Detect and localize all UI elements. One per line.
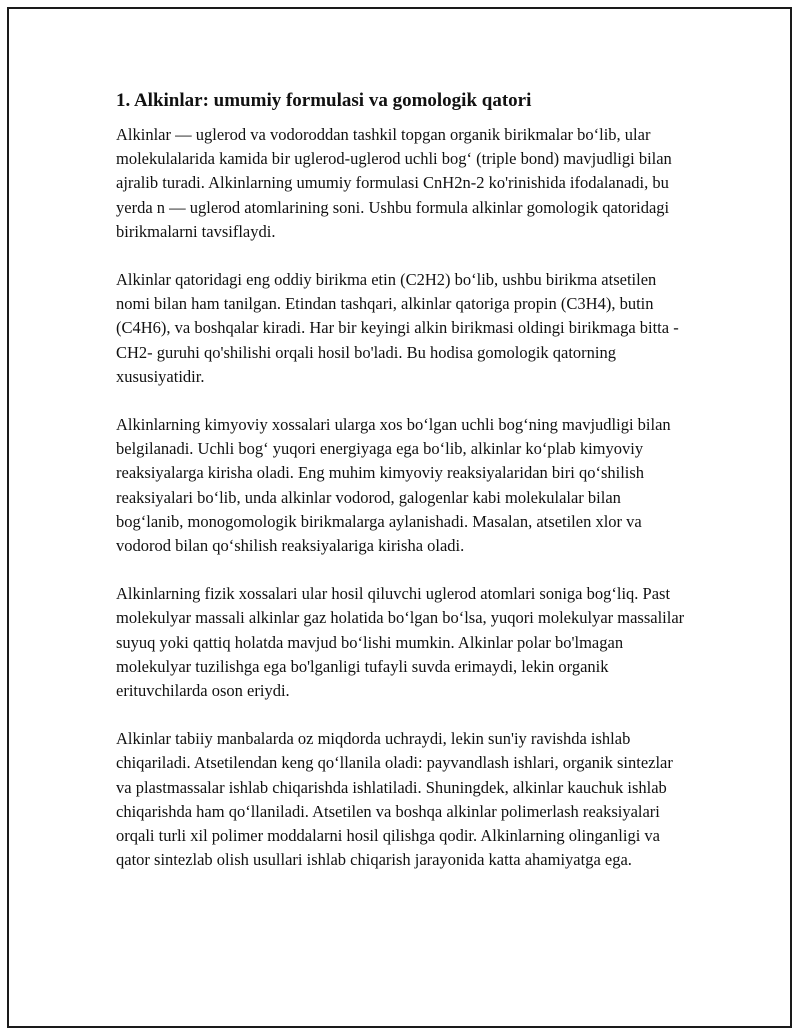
- paragraph-3: Alkinlarning kimyoviy xossalari ularga xos bo‘lgan uchli bog‘ning mavjudligi bilan belgilanadi. Uchli bog‘ yuqori energiyaga ega bo‘lib, alkinlar ko‘plab kimyoviy reaksiyalarga kirisha oladi. Eng muhim kimyoviy reaksiyalaridan biri qo‘shilish reaksiyalari bo‘lib, unda alkinlar vodorod, galogenlar kabi molekulalar bilan bog‘lanib, monogomologik birikmalarga aylanishadi. Masalan, atsetilen xlor va vodorod bilan qo‘shilish reaksiyalariga kirisha oladi.: [116, 415, 671, 556]
- paragraph-4: Alkinlarning fizik xossalari ular hosil qiluvchi uglerod atomlari soniga bog‘liq. Past molekulyar massali alkinlar gaz holatida bo‘lgan bo‘lsa, yuqori molekulyar massalilar suyuq yoki qattiq holatda mavjud bo‘lishi mumkin. Alkinlar polar bo'lmagan molekulyar tuzilishga ega bo'lganligi tufayli suvda erimaydi, lekin organik erituvchilarda oson eriydi.: [116, 584, 685, 701]
- section-title: 1. Alkinlar: umumiy formulasi va gomologik qatori: [116, 90, 532, 111]
- paragraph-1: Alkinlar — uglerod va vodoroddan tashkil topgan organik birikmalar bo‘lib, ular molekulalarida kamida bir uglerod-uglerod uchli bog‘ (triple bond) mavjudligi bilan ajralib turadi. Alkinlarning umumiy formulasi CnH2n-2 ko'rinishida ifodalanadi, bu yerda n — uglerod atomlarining soni. Ushbu formula alkinlar gomologik qatoridagi birikmalarni tavsiflaydi.: [116, 125, 672, 241]
- paragraph-2: Alkinlar qatoridagi eng oddiy birikma etin (C2H2) bo‘lib, ushbu birikma atsetilen nomi bilan ham tanilgan. Etindan tashqari, alkinlar qatoriga propin (C3H4), butin (C4H6), va boshqalar kiradi. Har bir keyingi alkin birikmasi oldingi birikmaga bitta -CH2- guruhi qo'shilishi orqali hosil bo'ladi. Bu hodisa gomologik qatorning xususiyatidir.: [116, 270, 679, 386]
- document-body: [116, 88, 688, 896]
- paragraph-5: Alkinlar tabiiy manbalarda oz miqdorda uchraydi, lekin sun'iy ravishda ishlab chiqariladi. Atsetilendan keng qo‘llanila oladi: payvandlash ishlari, organik sintezlar va plastmassalar ishlab chiqarishda ishlatiladi. Shuningdek, alkinlar kauchuk ishlab chiqarishda ham qo‘llaniladi. Atsetilen va boshqa alkinlar polimerlash reaksiyalari orqali turli xil polimer moddalarni hosil qilishga qodir. Alkinlarning olinganligi va qator sintezlab olish usullari ishlab chiqarish jarayonida katta ahamiyatga ega.: [116, 729, 673, 870]
